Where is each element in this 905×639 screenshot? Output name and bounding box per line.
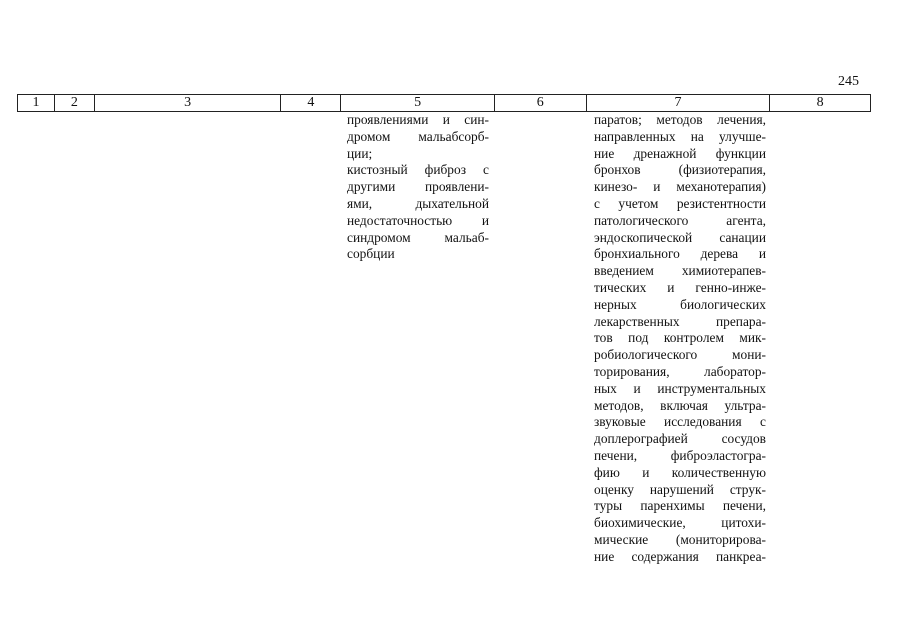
- text-line: ние содержания панкреа-: [594, 548, 766, 564]
- text-line: кистозный фиброз с: [347, 162, 489, 178]
- text-line: бронхов (физиотерапия,: [594, 162, 766, 178]
- text-line: ями, дыхательной: [347, 195, 489, 211]
- header-cell-7: 7: [587, 95, 771, 111]
- header-cell-6: 6: [495, 95, 587, 111]
- text-line: с учетом резистентности: [594, 195, 766, 211]
- text-line: торирования, лаборатор-: [594, 363, 766, 379]
- text-line: печени, фиброэластогра-: [594, 447, 766, 463]
- text-line: туры паренхимы печени,: [594, 498, 766, 514]
- text-line: синдромом мальаб-: [347, 229, 489, 245]
- text-line: проявлениями и син-: [347, 112, 489, 127]
- column-5-text: [347, 112, 489, 263]
- text-line: кинезо- и механотерапия): [594, 179, 766, 195]
- text-line: эндоскопической санации: [594, 229, 766, 245]
- text-line: тов под контролем мик-: [594, 330, 766, 346]
- header-cell-3: 3: [95, 95, 282, 111]
- text-line: тических и генно-инже-: [594, 279, 766, 295]
- header-cell-5: 5: [341, 95, 495, 111]
- text-line: лекарственных препара-: [594, 313, 766, 329]
- text-line: недостаточностью и: [347, 212, 489, 228]
- table-header-row: [17, 94, 871, 112]
- column-7-text: [594, 112, 766, 566]
- text-line: другими проявлени-: [347, 179, 489, 195]
- text-line: робиологического мони-: [594, 347, 766, 363]
- header-cell-2: 2: [55, 95, 95, 111]
- text-line: бронхиального дерева и: [594, 246, 766, 262]
- text-line: дромом мальабсорб-: [347, 128, 489, 144]
- text-line: ных и инструментальных: [594, 380, 766, 396]
- header-cell-1: 1: [18, 95, 55, 111]
- text-line: оценку нарушений струк-: [594, 481, 766, 497]
- text-line: биохимические, цитохи-: [594, 515, 766, 531]
- text-line: фию и количественную: [594, 464, 766, 480]
- text-line: мические (мониторирова-: [594, 531, 766, 547]
- text-line: звуковые исследования с: [594, 414, 766, 430]
- page-number: 245: [838, 74, 859, 89]
- text-line: сорбции: [347, 246, 395, 262]
- text-line: нерных биологических: [594, 296, 766, 312]
- header-cell-8: 8: [816, 95, 824, 110]
- text-line: доплерографией сосудов: [594, 431, 766, 447]
- text-line: ции;: [347, 145, 373, 161]
- text-line: введением химиотерапев-: [594, 263, 766, 279]
- header-cell-4: 4: [281, 95, 341, 111]
- text-line: направленных на улучше-: [594, 128, 766, 144]
- text-line: паратов; методов лечения,: [594, 112, 766, 127]
- text-line: ние дренажной функции: [594, 145, 766, 161]
- text-line: методов, включая ультра-: [594, 397, 766, 413]
- text-line: патологического агента,: [594, 212, 766, 228]
